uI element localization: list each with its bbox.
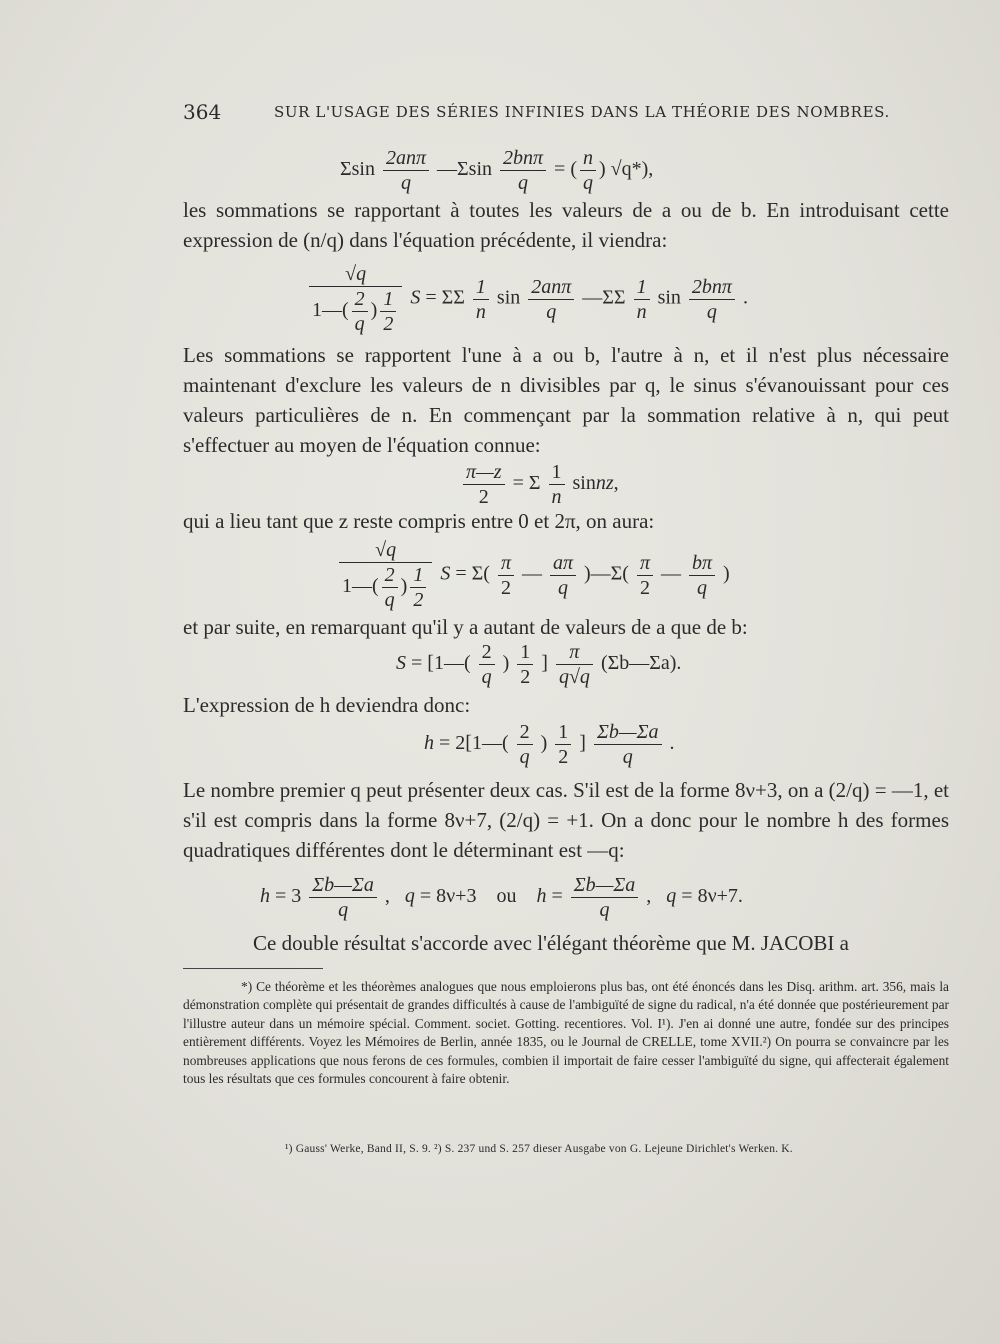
equation-2: √q 1—( $\frac{2}{q}$ ) $\frac{1}{2}$ S = ΣΣ $\frac{1}{n}$ sin $\frac{\text{2anπ}}{q}$ —ΣΣ $\frac{1}{n}$ sin $\frac{\text{2bnπ}}{q}$ . bbox=[306, 262, 748, 336]
paragraph-4 bbox=[183, 612, 949, 642]
paragraph-2 bbox=[183, 340, 949, 460]
paragraph-1 bbox=[183, 195, 949, 255]
paragraph-5-text: L'expression de h deviendra donc: bbox=[183, 693, 471, 717]
paragraph-7-text: Ce double résultat s'accorde avec l'élégant théorème que M. JACOBI a bbox=[253, 931, 849, 955]
equation-5: S = [1—( $\frac{2}{q}$ ) $\frac{1}{2}$ ] $\frac{\pi}{q√q}$ (Σb—Σa). bbox=[396, 641, 682, 688]
footnote-rule bbox=[183, 968, 323, 969]
footnote bbox=[183, 978, 949, 1088]
paragraph-3 bbox=[183, 506, 949, 536]
paragraph-6 bbox=[183, 775, 949, 865]
paragraph-3-text: qui a lieu tant que z reste compris entre 0 et 2π, on aura: bbox=[183, 509, 655, 533]
editor-note: ¹) Gauss' Werke, Band II, S. 9. ²) S. 237 und S. 257 dieser Ausgabe von G. Lejeune Dirichlet's Werken. K. bbox=[285, 1143, 793, 1155]
equation-1: Σsin $\frac{\text{2anπ}}{q}$ —Σsin $\frac{\text{2bnπ}}{q}$ = ( $\frac{n}{q}$ ) √q*), bbox=[340, 147, 654, 194]
page-number: 364 bbox=[183, 100, 222, 124]
equation-4: √q 1—( $\frac{2}{q}$ ) $\frac{1}{2}$ S = Σ( $\frac{\pi}{2}$ — $\frac{a\pi}{q}$ )—Σ( $\frac{\pi}{2}$ — $\frac{b\pi}{q}$ ) bbox=[336, 538, 730, 612]
paragraph-6-text: Le nombre premier q peut présenter deux cas. S'il est de la forme 8ν+3, on a (2/q) = —1, et s'il est compris dans la forme 8ν+7, (2/q) = +1. On a donc pour le nombre h des formes quadratiques différentes dont le déterminant est —q: bbox=[183, 778, 949, 862]
paragraph-7 bbox=[183, 928, 949, 958]
paragraph-5 bbox=[183, 690, 949, 720]
running-title: SUR L'USAGE DES SÉRIES INFINIES DANS LA THÉORIE DES NOMBRES. bbox=[274, 103, 890, 121]
equation-3: $\frac{\pi—z}{2}$ = Σ $\frac{1}{n}$ sinnz, bbox=[460, 460, 619, 509]
equation-6: h = 2[1—( $\frac{2}{q}$ ) $\frac{1}{2}$ ] $\frac{\Sigma b—\Sigma a}{q}$ . bbox=[424, 721, 675, 768]
page-header bbox=[183, 100, 953, 132]
footnote-text: *) Ce théorème et les théorèmes analogues que nous emploierons plus bas, ont été énoncés dans les Disq. arithm. art. 356, mais la démonstration complète qui présentait de grandes difficultés à cause de l'ambiguïté de signe du radical, n'a été donnée que postérieurement par l'illustre auteur dans un mémoire spécial. Comment. societ. Gotting. recentiores. Vol. I¹). J'en ai donné une autre, fondée sur des principes entièrement différents. Voyez les Mémoires de Berlin, année 1835, ou le Journal de CRELLE, tome XVII.²) On pourra se convaincre par les nombreuses applications que nous ferons de ces formules, combien il importait de faire cesser l'ambiguïté du signe, qui affecterait également tous les résultats que ces formules concourent à faire obtenir. bbox=[183, 979, 949, 1087]
equation-7: h = 3 $\frac{\Sigma b—\Sigma a}{q}$ , q = 8ν+3 ou h = $\frac{\Sigma b—\Sigma a}{q}$ , q = 8ν+7. bbox=[260, 874, 743, 921]
paragraph-1-text: les sommations se rapportant à toutes les valeurs de a ou de b. En introduisant cette expression de (n/q) dans l'équation précédente, il viendra: bbox=[183, 198, 949, 252]
paragraph-2-text: Les sommations se rapportent l'une à a ou b, l'autre à n, et il n'est plus nécessaire maintenant d'exclure les valeurs de n divisibles par q, le sinus s'évanouissant pour ces valeurs particulières de n. En commençant par la sommation relative à n, qui peut s'effectuer au moyen de l'équation connue: bbox=[183, 343, 949, 457]
paragraph-4-text: et par suite, en remarquant qu'il y a autant de valeurs de a que de b: bbox=[183, 615, 748, 639]
